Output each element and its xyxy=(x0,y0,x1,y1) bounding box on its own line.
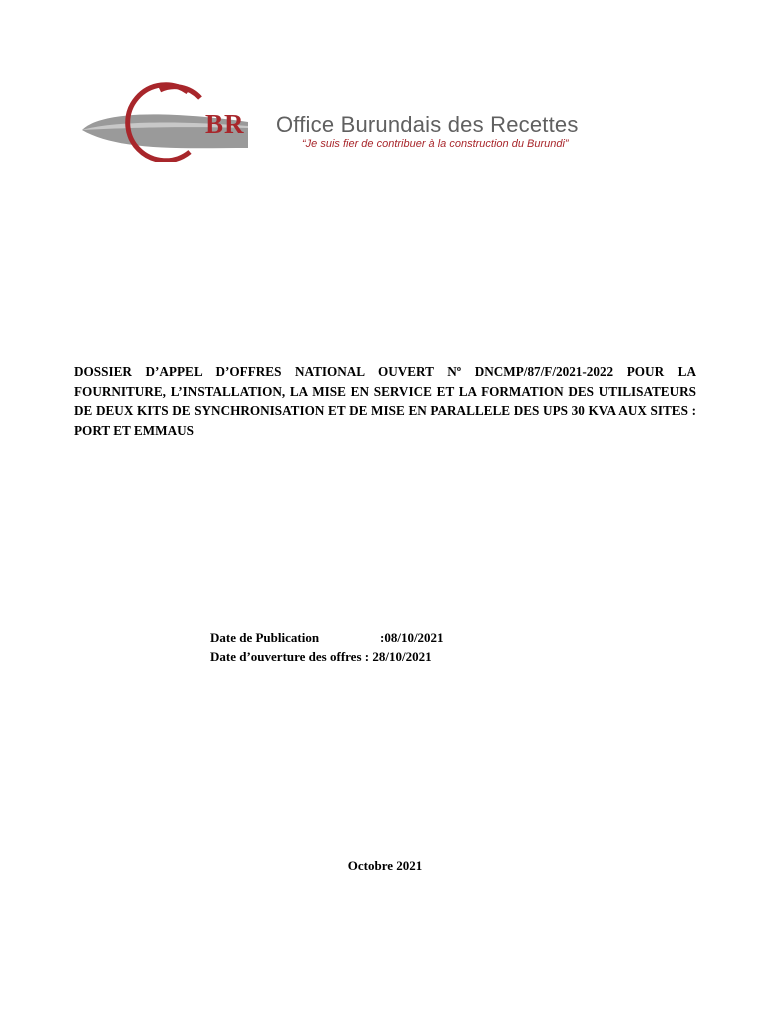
document-title: DOSSIER D’APPEL D’OFFRES NATIONAL OUVERT Nº DNCMP/87/F/2021-2022 POUR LA FOURNITURE, L’INSTALLATION, LA MISE EN SERVICE ET LA FORMATION DES UTILISATEURS DE DEUX KITS DE SYNCHRONISATION ET DE MISE EN PARALLELE DES UPS 30 KVA AUX SITES : PORT ET EMMAUS xyxy=(74,364,696,438)
publication-date-row xyxy=(210,628,444,647)
obr-logo-icon xyxy=(80,82,280,162)
letterhead xyxy=(80,82,680,162)
dates-block xyxy=(210,628,444,666)
organization-name: Office Burundais des Recettes xyxy=(276,112,579,137)
opening-date-row xyxy=(210,647,444,666)
document-date: Octobre 2021 xyxy=(347,858,423,873)
publication-date-label: Date de Publication xyxy=(210,630,320,645)
publication-date-value: :08/10/2021 xyxy=(380,630,444,645)
opening-date-value: 28/10/2021 xyxy=(372,649,432,664)
organization-motto: “Je suis fier de contribuer à la construction du Burundi” xyxy=(302,138,569,150)
logo-letters: BR xyxy=(205,109,245,139)
opening-date-label: Date d’ouverture des offres : xyxy=(210,649,370,664)
